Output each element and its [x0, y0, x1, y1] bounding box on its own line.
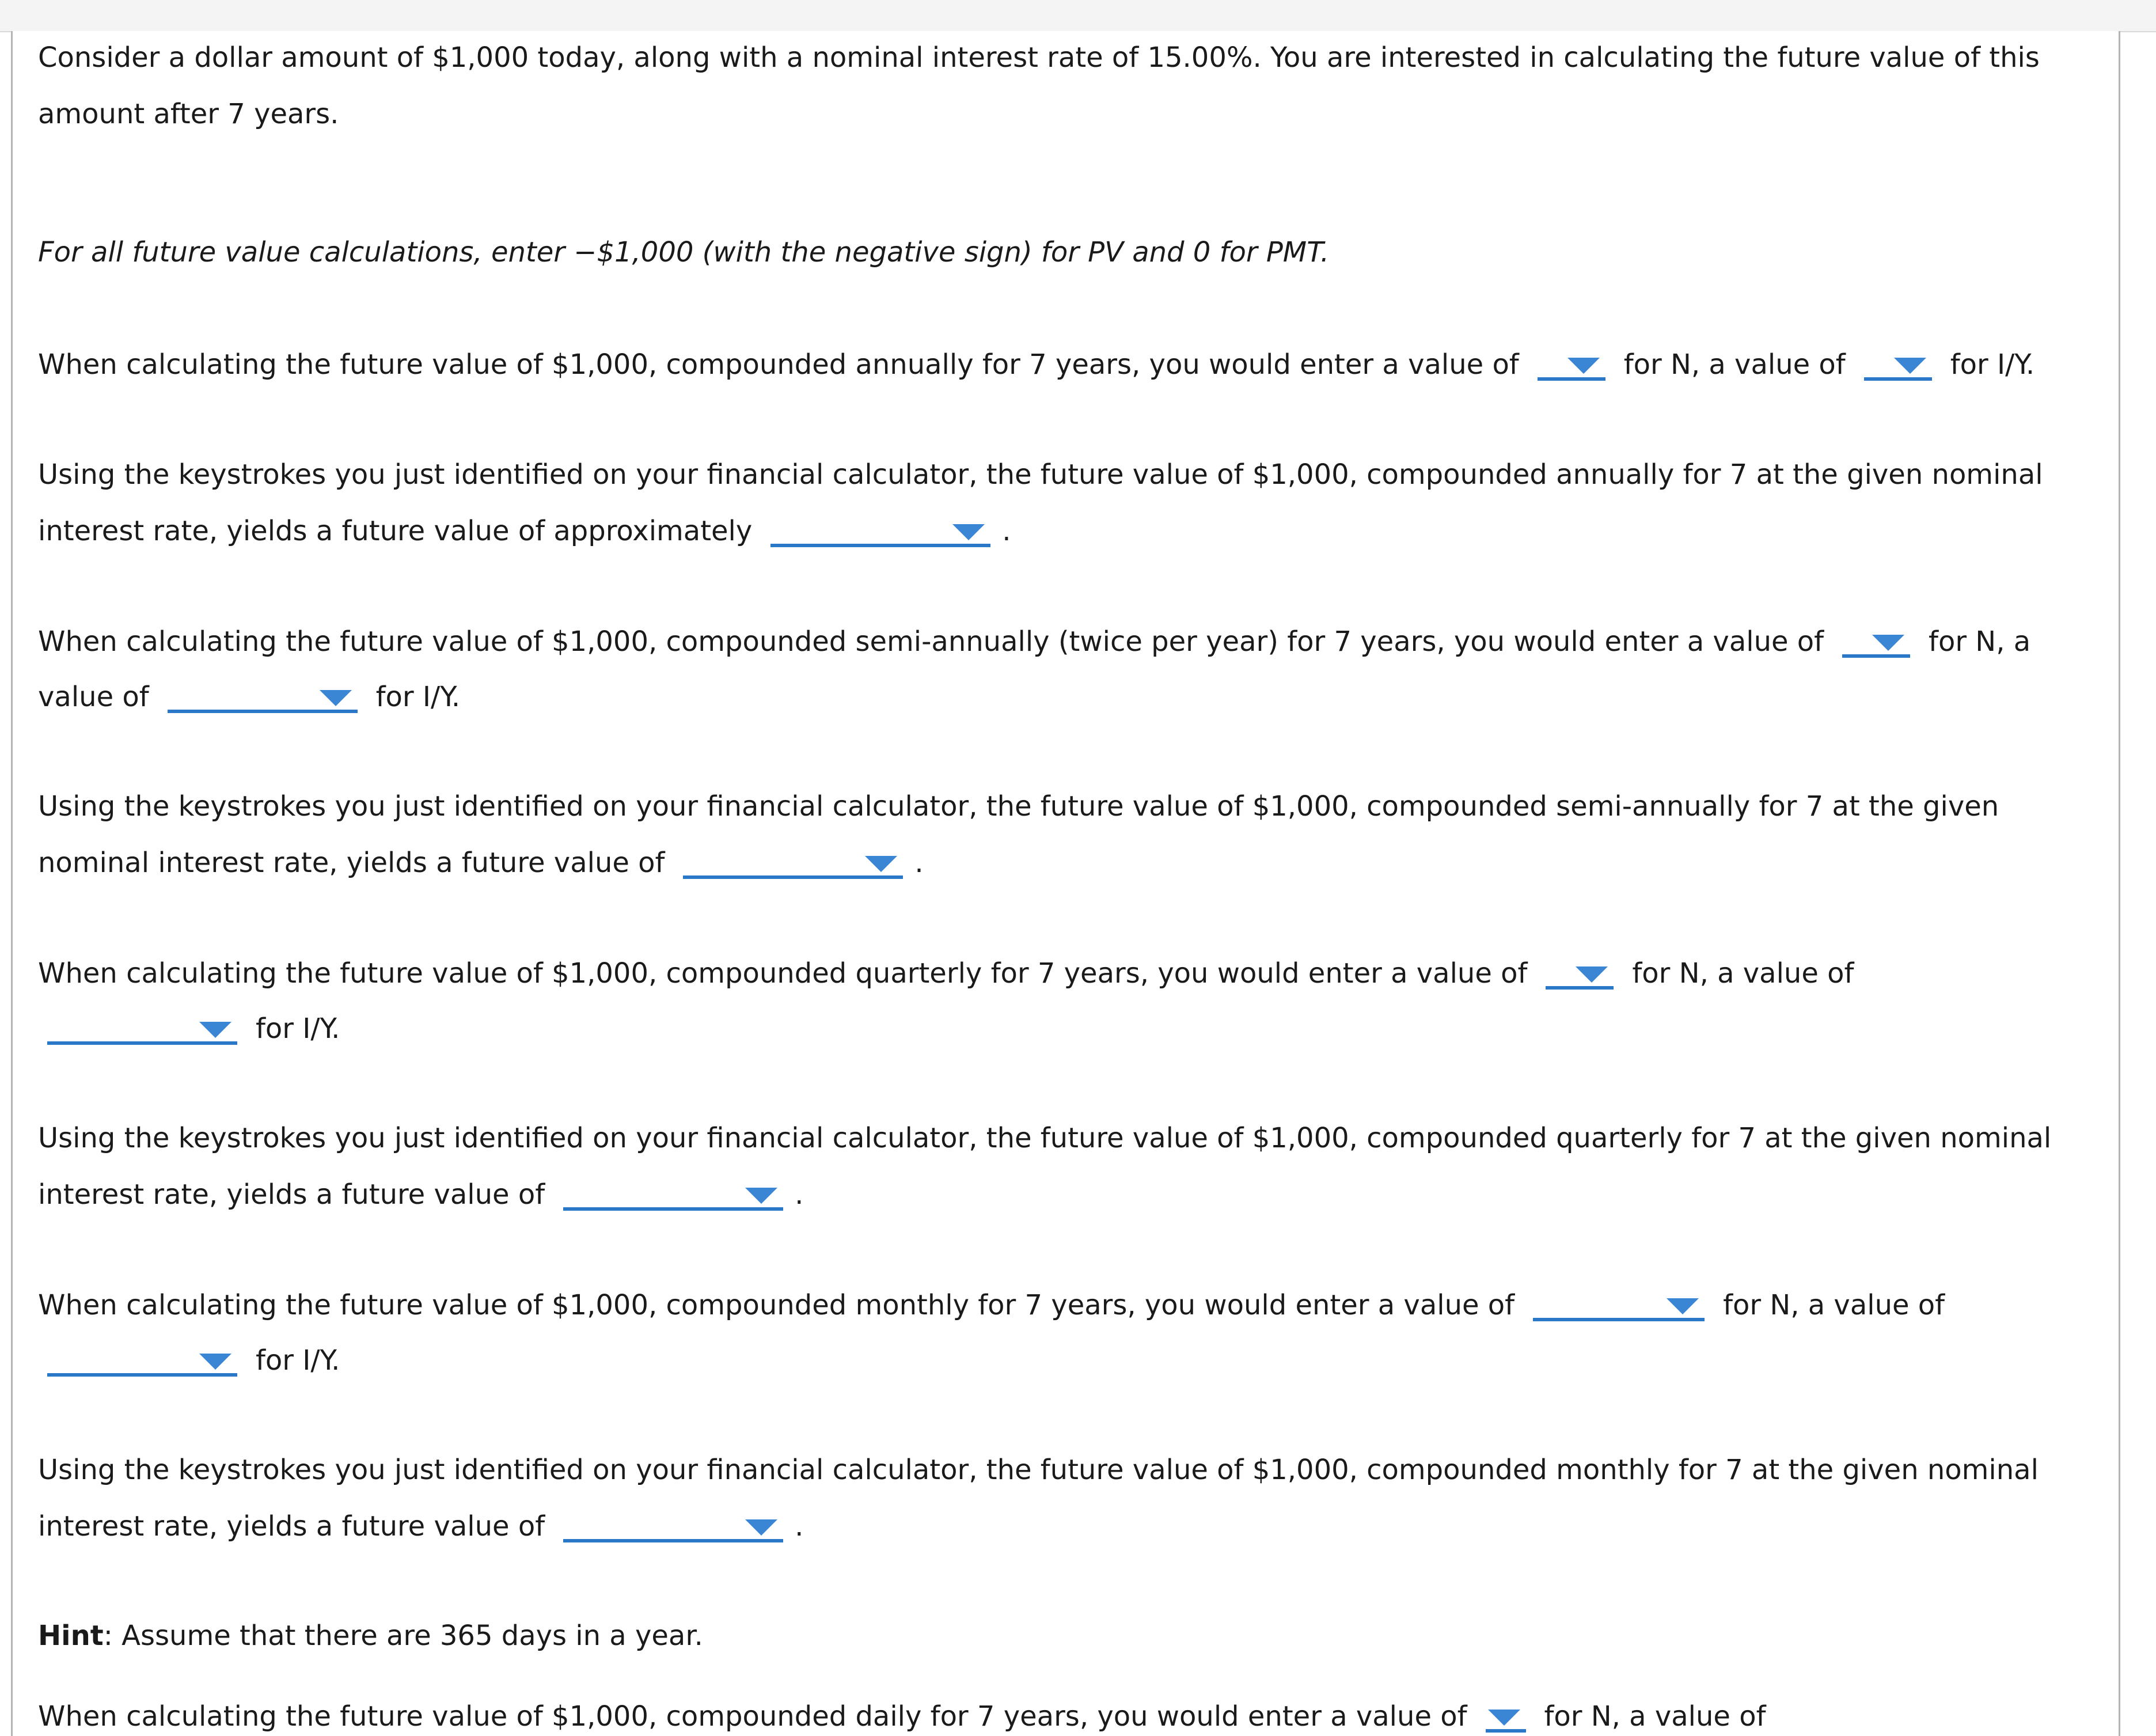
intro-line-1 — [38, 41, 2040, 74]
hint-label: Hint — [38, 1620, 104, 1652]
chevron-down-icon — [745, 1519, 777, 1536]
month-fv-text-2: interest rate, yields a future value of — [38, 1510, 545, 1542]
chevron-down-icon — [199, 1022, 231, 1038]
chevron-down-icon — [199, 1354, 231, 1370]
quarter-fv-dropdown[interactable] — [563, 1177, 783, 1211]
intro-line-2 — [38, 98, 339, 130]
instruction-text: For all future value calculations, enter −$1,000 (with the negative sign) for PV and 0 for PMT. — [38, 236, 1330, 268]
annual-fv-line-2 — [38, 514, 1011, 547]
annual-inputs-text-a: When calculating the future value of $1,000, compounded annually for 7 years, you would enter a value of — [38, 348, 1519, 381]
annual-inputs-text-c: for I/Y. — [1950, 348, 2035, 381]
quarter-fv-text-2: interest rate, yields a future value of — [38, 1178, 545, 1211]
quarter-inputs-text-b: for N, a value of — [1632, 957, 1854, 990]
chevron-down-icon — [320, 690, 352, 706]
chevron-down-icon — [1894, 358, 1926, 374]
annual-fv-period: . — [1002, 515, 1011, 547]
quarter-fv-period: . — [795, 1178, 804, 1211]
month-fv-line-1 — [38, 1454, 2039, 1486]
annual-fv-text-2: interest rate, yields a future value of approximately — [38, 515, 753, 547]
semi-fv-line-2 — [38, 846, 924, 879]
annual-inputs-line — [38, 347, 2034, 381]
semi-inputs-text-a: When calculating the future value of $1,000, compounded semi-annually (twice per year) for 7 years, you would enter a value of — [38, 626, 1824, 658]
chevron-down-icon — [745, 1188, 777, 1204]
month-iy-dropdown[interactable] — [47, 1343, 237, 1377]
annual-iy-dropdown[interactable] — [1864, 347, 1932, 381]
instruction-line — [38, 236, 1329, 268]
semi-n-dropdown[interactable] — [1842, 624, 1910, 658]
chevron-down-icon — [865, 856, 897, 872]
semi-inputs-text-d: for I/Y. — [375, 681, 461, 713]
daily-inputs-text-a: When calculating the future value of $1,000, compounded daily for 7 years, you would enter a value of — [38, 1700, 1467, 1733]
month-inputs-text-c: for I/Y. — [256, 1344, 340, 1377]
semi-fv-dropdown[interactable] — [683, 846, 903, 879]
semi-fv-line-1 — [38, 790, 1999, 822]
quarter-fv-line-2 — [38, 1177, 803, 1211]
quarter-n-dropdown[interactable] — [1546, 956, 1614, 990]
month-inputs-text-b: for N, a value of — [1723, 1289, 1945, 1321]
daily-inputs-line-1 — [38, 1699, 1766, 1733]
semi-fv-period: . — [914, 847, 924, 879]
semi-iy-dropdown[interactable] — [168, 680, 358, 713]
semi-inputs-text-b: for N, a — [1929, 626, 2031, 658]
month-fv-line-2 — [38, 1509, 803, 1542]
chevron-down-icon — [1488, 1710, 1520, 1726]
semi-inputs-line-2 — [38, 680, 460, 713]
quarter-inputs-line-1 — [38, 956, 1854, 990]
month-inputs-line-2 — [38, 1343, 340, 1377]
hint-line — [38, 1620, 703, 1652]
intro-text-1: Consider a dollar amount of $1,000 today, along with a nominal interest rate of 15.00%. You are interested in calculating the future value of this — [38, 41, 2040, 74]
chevron-down-icon — [1576, 966, 1608, 983]
quarter-fv-line-1 — [38, 1122, 2051, 1154]
semi-fv-text-1: Using the keystrokes you just identified on your financial calculator, the future value of $1,000, compounded semi-annually for 7 at the given — [38, 790, 1999, 822]
annual-inputs-text-b: for N, a value of — [1623, 348, 1846, 381]
daily-n-dropdown[interactable] — [1486, 1699, 1526, 1733]
chevron-down-icon — [1567, 358, 1600, 374]
quarter-inputs-text-c: for I/Y. — [256, 1013, 340, 1045]
quarter-inputs-line-2 — [38, 1011, 340, 1045]
month-inputs-text-a: When calculating the future value of $1,000, compounded monthly for 7 years, you would enter a value of — [38, 1289, 1515, 1321]
annual-fv-text-1: Using the keystrokes you just identified on your financial calculator, the future value of $1,000, compounded annually for 7 at the given nominal — [38, 458, 2043, 491]
top-header-strip — [0, 0, 2156, 32]
month-fv-text-1: Using the keystrokes you just identified on your financial calculator, the future value of $1,000, compounded monthly for 7 at the given nominal — [38, 1454, 2039, 1486]
intro-text-2: amount after 7 years. — [38, 98, 339, 130]
annual-fv-line-1 — [38, 458, 2043, 491]
semi-inputs-text-c: value of — [38, 681, 149, 713]
chevron-down-icon — [1667, 1298, 1699, 1314]
chevron-down-icon — [1872, 635, 1904, 651]
chevron-down-icon — [952, 524, 985, 540]
month-inputs-line-1 — [38, 1288, 1945, 1321]
annual-n-dropdown[interactable] — [1538, 347, 1605, 381]
quarter-inputs-text-a: When calculating the future value of $1,000, compounded quarterly for 7 years, you would enter a value of — [38, 957, 1528, 990]
month-fv-dropdown[interactable] — [563, 1509, 783, 1542]
month-fv-period: . — [795, 1510, 804, 1542]
month-n-dropdown[interactable] — [1533, 1288, 1705, 1321]
semi-fv-text-2: nominal interest rate, yields a future value of — [38, 847, 665, 879]
annual-fv-dropdown[interactable] — [770, 514, 990, 547]
hint-text: : Assume that there are 365 days in a year. — [103, 1620, 703, 1652]
semi-inputs-line-1 — [38, 624, 2030, 658]
daily-inputs-text-b: for N, a value of — [1544, 1700, 1766, 1733]
quarter-fv-text-1: Using the keystrokes you just identified on your financial calculator, the future value of $1,000, compounded quarterly for 7 at the given nominal — [38, 1122, 2052, 1154]
quarter-iy-dropdown[interactable] — [47, 1011, 237, 1045]
